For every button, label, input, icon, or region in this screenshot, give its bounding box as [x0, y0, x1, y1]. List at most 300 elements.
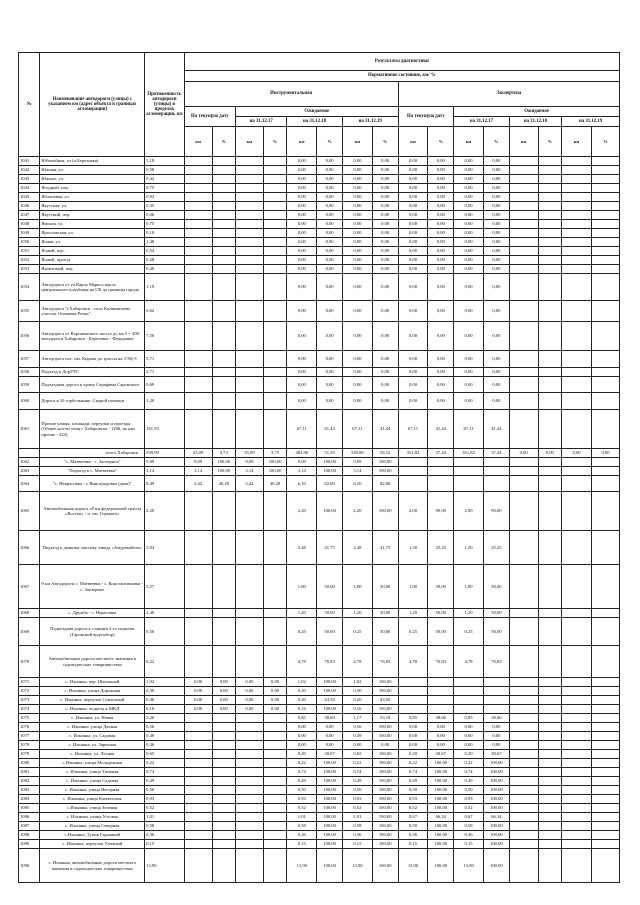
- value-cell: 0,00: [428, 238, 454, 247]
- value-cell: 76,83: [317, 646, 343, 678]
- value-cell: [263, 247, 287, 256]
- value-cell: [538, 229, 562, 238]
- value-cell: [592, 202, 620, 211]
- value-cell: 0,00: [184, 678, 212, 687]
- value-cell: [562, 840, 592, 849]
- value-cell: [212, 849, 236, 883]
- value-cell: 50,00: [317, 565, 343, 609]
- row-number: 1060: [19, 393, 40, 410]
- value-cell: 0,93: [454, 795, 484, 804]
- value-cell: [263, 157, 287, 166]
- value-cell: [562, 687, 592, 696]
- value-cell: [509, 166, 538, 175]
- table-row: [19, 229, 620, 238]
- value-cell: [592, 247, 620, 256]
- value-cell: [538, 696, 562, 705]
- value-cell: [592, 238, 620, 247]
- road-length: 0,93: [145, 795, 185, 804]
- value-cell: [562, 849, 592, 883]
- value-cell: 0,85: [287, 714, 317, 723]
- road-length: 5,71: [145, 351, 185, 368]
- value-cell: 0,00: [372, 229, 398, 238]
- value-cell: [236, 492, 264, 531]
- value-cell: 0,20: [342, 696, 372, 705]
- value-cell: 0,00: [428, 377, 454, 393]
- value-cell: 0,50: [342, 786, 372, 795]
- value-cell: [538, 157, 562, 166]
- value-cell: 0,00: [484, 732, 510, 741]
- header-exp-d19: на 31.12.19: [562, 117, 620, 127]
- value-cell: [562, 714, 592, 723]
- table-row: [19, 449, 620, 458]
- value-cell: [538, 467, 562, 476]
- road-name: Ясный, проезд: [40, 256, 145, 265]
- table-row: [19, 238, 620, 247]
- value-cell: [184, 849, 212, 883]
- value-cell: 3,14: [342, 467, 372, 476]
- value-cell: [184, 531, 212, 565]
- value-cell: 50,00: [372, 618, 398, 646]
- value-cell: 0,52: [287, 804, 317, 813]
- value-cell: [484, 696, 510, 705]
- value-cell: 0,00: [398, 184, 428, 193]
- value-cell: [212, 175, 236, 184]
- value-cell: 100,00: [317, 705, 343, 714]
- value-cell: [184, 301, 212, 322]
- road-length: 0,75: [145, 184, 185, 193]
- value-cell: 0,00: [317, 166, 343, 175]
- value-cell: [592, 492, 620, 531]
- value-cell: [538, 678, 562, 687]
- value-cell: 76,83: [372, 646, 398, 678]
- value-cell: [184, 646, 212, 678]
- value-cell: 0,74: [454, 768, 484, 777]
- value-cell: [236, 193, 264, 202]
- value-cell: [236, 849, 264, 883]
- value-cell: 0,52: [398, 804, 428, 813]
- header-unit-km: км: [454, 127, 484, 157]
- value-cell: [212, 193, 236, 202]
- value-cell: 0,00: [372, 301, 398, 322]
- value-cell: 100,00: [372, 687, 398, 696]
- value-cell: [212, 202, 236, 211]
- road-length: 0,35: [145, 202, 185, 211]
- value-cell: 0,00: [454, 220, 484, 229]
- header-unit-km: км: [236, 127, 264, 157]
- value-cell: [509, 849, 538, 883]
- row-number: 1055: [19, 301, 40, 322]
- value-cell: [538, 609, 562, 618]
- value-cell: [236, 813, 264, 822]
- value-cell: [184, 368, 212, 377]
- value-cell: [184, 831, 212, 840]
- value-cell: [592, 265, 620, 274]
- value-cell: [509, 831, 538, 840]
- value-cell: 0,00: [484, 238, 510, 247]
- value-cell: [592, 220, 620, 229]
- value-cell: [236, 732, 264, 741]
- row-number: 1088: [19, 831, 40, 840]
- value-cell: [592, 822, 620, 831]
- value-cell: [509, 476, 538, 492]
- value-cell: [184, 759, 212, 768]
- value-cell: [236, 175, 264, 184]
- table-row: [19, 458, 620, 467]
- row-number: 1089: [19, 840, 40, 849]
- value-cell: 50,00: [428, 565, 454, 609]
- value-cell: 2,20: [342, 492, 372, 531]
- value-cell: [428, 687, 454, 696]
- value-cell: [538, 723, 562, 732]
- value-cell: 6,10: [342, 476, 372, 492]
- value-cell: [212, 247, 236, 256]
- value-cell: 100,00: [372, 813, 398, 822]
- road-length: 1,02: [145, 678, 185, 687]
- table-row: [19, 157, 620, 166]
- table-row: [19, 609, 620, 618]
- value-cell: 100,00: [317, 849, 343, 883]
- value-cell: 100,00: [372, 732, 398, 741]
- value-cell: [562, 265, 592, 274]
- value-cell: 38,60: [484, 714, 510, 723]
- value-cell: [592, 393, 620, 410]
- value-cell: 0,00: [287, 166, 317, 175]
- value-cell: 0,00: [484, 351, 510, 368]
- header-instr-current: На текущую дату: [184, 107, 235, 127]
- table-row: [19, 696, 620, 705]
- value-cell: [212, 618, 236, 646]
- value-cell: [428, 705, 454, 714]
- value-cell: [454, 476, 484, 492]
- value-cell: [212, 565, 236, 609]
- road-name: Ярославская, ул.: [40, 229, 145, 238]
- value-cell: 4,78: [454, 646, 484, 678]
- value-cell: 0,00: [263, 705, 287, 714]
- value-cell: [263, 822, 287, 831]
- value-cell: [263, 184, 287, 193]
- value-cell: 100,00: [372, 849, 398, 883]
- road-length: 8,49: [145, 476, 185, 492]
- value-cell: 0,00: [454, 368, 484, 377]
- value-cell: [184, 813, 212, 822]
- value-cell: 0,00: [317, 220, 343, 229]
- value-cell: [212, 166, 236, 175]
- row-number: 1082: [19, 777, 40, 786]
- value-cell: [184, 750, 212, 759]
- value-cell: 0,00: [317, 256, 343, 265]
- value-cell: 1,20: [398, 609, 428, 618]
- value-cell: [538, 393, 562, 410]
- value-cell: 0,00: [372, 211, 398, 220]
- value-cell: 0,00: [484, 175, 510, 184]
- value-cell: [236, 202, 264, 211]
- value-cell: 0,00: [398, 166, 428, 175]
- road-name: "с. Матвеевка - с. Заозерное": [40, 458, 145, 467]
- table-row: [19, 804, 620, 813]
- value-cell: 0,00: [342, 211, 372, 220]
- road-name: с. Ильинка, автомобильные дороги местного значения в садоводческих товариществах: [40, 849, 145, 883]
- value-cell: 0,00: [372, 351, 398, 368]
- road-name: Автомобильные дороги местного значения в садоводческих товариществах: [40, 646, 145, 678]
- value-cell: [592, 609, 620, 618]
- table-row: [19, 840, 620, 849]
- value-cell: [236, 777, 264, 786]
- value-cell: [236, 238, 264, 247]
- value-cell: [212, 301, 236, 322]
- value-cell: [263, 351, 287, 368]
- table-row: [19, 193, 620, 202]
- road-length: 0,58: [145, 166, 185, 175]
- value-cell: [263, 202, 287, 211]
- value-cell: [538, 795, 562, 804]
- value-cell: 0,00: [484, 157, 510, 166]
- row-number: 1075: [19, 714, 40, 723]
- value-cell: 1,01: [342, 813, 372, 822]
- road-length: 1,48: [145, 238, 185, 247]
- value-cell: [236, 351, 264, 368]
- value-cell: 0,36: [398, 831, 428, 840]
- value-cell: 13,90: [342, 849, 372, 883]
- value-cell: [562, 531, 592, 565]
- value-cell: [538, 377, 562, 393]
- value-cell: [592, 301, 620, 322]
- road-length: 0,58: [145, 822, 185, 831]
- value-cell: 0,50: [287, 786, 317, 795]
- value-cell: [562, 202, 592, 211]
- value-cell: [592, 759, 620, 768]
- value-cell: 0,00: [484, 184, 510, 193]
- value-cell: 43,50: [372, 696, 398, 705]
- value-cell: 100,00: [428, 804, 454, 813]
- value-cell: [509, 256, 538, 265]
- value-cell: 0,00: [372, 256, 398, 265]
- value-cell: 0,00: [287, 247, 317, 256]
- value-cell: [509, 193, 538, 202]
- value-cell: [509, 377, 538, 393]
- table-row: [19, 750, 620, 759]
- value-cell: 0,93: [398, 795, 428, 804]
- value-cell: 0,00: [484, 377, 510, 393]
- value-cell: 0,00: [317, 229, 343, 238]
- value-cell: [263, 368, 287, 377]
- value-cell: 0,00: [317, 322, 343, 351]
- value-cell: [509, 220, 538, 229]
- value-cell: [538, 687, 562, 696]
- value-cell: 0,00: [398, 322, 428, 351]
- value-cell: [509, 157, 538, 166]
- value-cell: 0,00: [212, 687, 236, 696]
- value-cell: 0,00: [287, 351, 317, 368]
- value-cell: [562, 813, 592, 822]
- value-cell: 0,22: [342, 759, 372, 768]
- road-name: Автодорога от Воронежского шоссе до км 5 + 490 автодороги Хабаровск - Березовка - Федоровка: [40, 322, 145, 351]
- value-cell: [212, 768, 236, 777]
- value-cell: [509, 822, 538, 831]
- value-cell: 100,00: [428, 786, 454, 795]
- value-cell: [562, 193, 592, 202]
- value-cell: 0,00: [342, 322, 372, 351]
- value-cell: [538, 301, 562, 322]
- value-cell: [509, 795, 538, 804]
- value-cell: 2,48: [287, 531, 317, 565]
- value-cell: [484, 705, 510, 714]
- value-cell: 0,00: [398, 229, 428, 238]
- value-cell: 4,78: [287, 646, 317, 678]
- value-cell: [562, 492, 592, 531]
- value-cell: 0,00: [484, 229, 510, 238]
- row-number: 1056: [19, 322, 40, 351]
- value-cell: 0,00: [538, 449, 562, 458]
- value-cell: 3,42: [184, 476, 212, 492]
- value-cell: 50,00: [484, 565, 510, 609]
- row-number: 1046: [19, 202, 40, 211]
- value-cell: [538, 368, 562, 377]
- value-cell: [184, 351, 212, 368]
- value-cell: [184, 768, 212, 777]
- value-cell: 0,65: [342, 750, 372, 759]
- value-cell: [592, 211, 620, 220]
- road-name: Подъездная дорога к станции 2-го подъема (Гаровский водозабор): [40, 618, 145, 646]
- value-cell: 0,00: [317, 265, 343, 274]
- road-length: 13,90: [145, 849, 185, 883]
- value-cell: [212, 723, 236, 732]
- value-cell: [454, 467, 484, 476]
- row-number: 1061: [19, 410, 40, 449]
- value-cell: 0,00: [342, 368, 372, 377]
- road-length: 0,30: [145, 687, 185, 696]
- value-cell: 0,00: [342, 202, 372, 211]
- value-cell: [428, 678, 454, 687]
- header-unit-pct: %: [372, 127, 398, 157]
- value-cell: 0,00: [484, 322, 510, 351]
- value-cell: 0,00: [428, 202, 454, 211]
- row-number: 1067: [19, 565, 40, 609]
- road-length: 0,49: [145, 777, 185, 786]
- value-cell: [562, 705, 592, 714]
- value-cell: [592, 741, 620, 750]
- value-cell: [212, 831, 236, 840]
- value-cell: 0,00: [454, 377, 484, 393]
- table-row: [19, 265, 620, 274]
- header-length: Протяженность автодороги (улицы) в пределах агломерации, км: [145, 53, 185, 157]
- row-number: 1083: [19, 786, 40, 795]
- value-cell: 0,00: [317, 723, 343, 732]
- value-cell: [538, 531, 562, 565]
- value-cell: 100,00: [212, 467, 236, 476]
- value-cell: [562, 786, 592, 795]
- value-cell: 0,00: [398, 256, 428, 265]
- value-cell: 41,44: [372, 410, 398, 449]
- value-cell: [236, 184, 264, 193]
- header-instr-d17: на 31.12.17: [236, 117, 287, 127]
- value-cell: 0,00: [372, 274, 398, 301]
- value-cell: 100,00: [317, 840, 343, 849]
- value-cell: [538, 732, 562, 741]
- value-cell: 0,67: [398, 813, 428, 822]
- road-name: Ямская, ул.: [40, 220, 145, 229]
- road-length: 2,20: [145, 492, 185, 531]
- row-number: 1063: [19, 467, 40, 476]
- value-cell: 0,00: [428, 393, 454, 410]
- value-cell: [184, 822, 212, 831]
- value-cell: 0,00: [317, 351, 343, 368]
- value-cell: 0,00: [428, 220, 454, 229]
- value-cell: [212, 256, 236, 265]
- value-cell: 0,58: [342, 822, 372, 831]
- value-cell: [592, 322, 620, 351]
- road-length: 0,75: [145, 220, 185, 229]
- value-cell: [263, 322, 287, 351]
- row-number: 1079: [19, 750, 40, 759]
- value-cell: 0,22: [287, 759, 317, 768]
- value-cell: 25,25: [428, 531, 454, 565]
- value-cell: 100,00: [372, 795, 398, 804]
- value-cell: [236, 265, 264, 274]
- road-name: Ясный, пер.: [40, 247, 145, 256]
- table-row: [19, 467, 620, 476]
- value-cell: [212, 274, 236, 301]
- value-cell: 1,80: [454, 565, 484, 609]
- road-length: 5,94: [145, 531, 185, 565]
- value-cell: [509, 705, 538, 714]
- table-row: [19, 741, 620, 750]
- road-name: Подъездная дорога к храму Серафима Саровского: [40, 377, 145, 393]
- road-length: 0,42: [145, 175, 185, 184]
- value-cell: [562, 322, 592, 351]
- value-cell: 25,25: [484, 531, 510, 565]
- value-cell: 50,00: [428, 609, 454, 618]
- value-cell: 0,00: [454, 393, 484, 410]
- road-name: Автодорога пос. им. Кирова до трассы на ТЭЦ-3: [40, 351, 145, 368]
- value-cell: [538, 786, 562, 795]
- value-cell: [263, 831, 287, 840]
- value-cell: [592, 410, 620, 449]
- value-cell: [236, 618, 264, 646]
- value-cell: 0,00: [287, 238, 317, 247]
- value-cell: [236, 531, 264, 565]
- value-cell: 100,00: [317, 759, 343, 768]
- value-cell: [592, 531, 620, 565]
- row-number: 1047: [19, 211, 40, 220]
- row-number: 1068: [19, 609, 40, 618]
- value-cell: 0,00: [287, 322, 317, 351]
- row-number: 1065: [19, 492, 40, 531]
- value-cell: 100,00: [372, 705, 398, 714]
- value-cell: 0,00: [372, 184, 398, 193]
- value-cell: 549,86: [342, 449, 372, 458]
- value-cell: 0,00: [484, 202, 510, 211]
- road-length: 0,74: [145, 768, 185, 777]
- value-cell: 41,75: [372, 531, 398, 565]
- value-cell: 0,00: [342, 256, 372, 265]
- value-cell: [592, 687, 620, 696]
- value-cell: [212, 732, 236, 741]
- row-number: 1051: [19, 247, 40, 256]
- value-cell: 0,00: [428, 301, 454, 322]
- value-cell: 100,00: [484, 759, 510, 768]
- value-cell: [509, 492, 538, 531]
- value-cell: [184, 804, 212, 813]
- value-cell: 0,52: [454, 804, 484, 813]
- road-name: с. Ильинка, улица Дачная: [40, 723, 145, 732]
- table-row: [19, 410, 620, 449]
- value-cell: [212, 238, 236, 247]
- value-cell: 0,52: [342, 804, 372, 813]
- value-cell: 0,00: [484, 166, 510, 175]
- header-unit-km: км: [342, 127, 372, 157]
- value-cell: 4,78: [398, 646, 428, 678]
- value-cell: [562, 804, 592, 813]
